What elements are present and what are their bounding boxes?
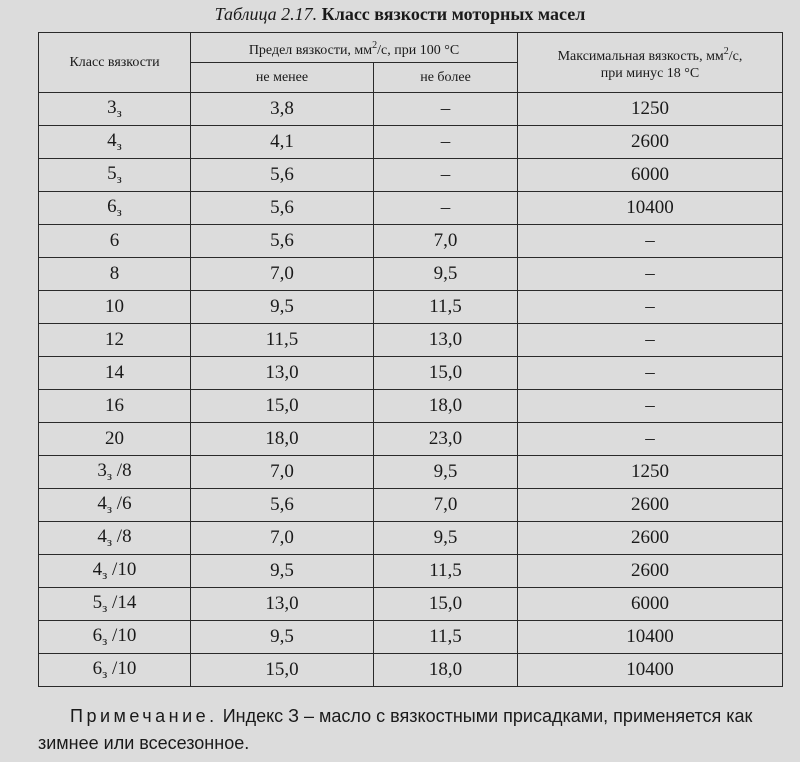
header-max-viscosity: Максимальная вязкость, $мм^2/с$, при минус 18 °С (518, 33, 783, 93)
table-row (39, 291, 783, 324)
cell-class: 14 (39, 357, 191, 390)
table-row (39, 654, 783, 687)
cell-min: 15,0 (191, 390, 374, 423)
table-row (39, 324, 783, 357)
table-row (39, 588, 783, 621)
cell-max-viscosity: 2600 (518, 489, 783, 522)
cell-class: $6_з$ (39, 192, 191, 225)
table-body (39, 93, 783, 687)
note-text: Индекс З – масло с вязкостными присадками, применяется как зимнее или всесезонное. (38, 706, 753, 753)
table-row (39, 390, 783, 423)
cell-max: 15,0 (374, 357, 518, 390)
cell-min: 9,5 (191, 621, 374, 654)
cell-class: $3_з$ /8 (39, 456, 191, 489)
cell-max-viscosity: – (518, 258, 783, 291)
cell-class: $5_з$ /14 (39, 588, 191, 621)
cell-max: 7,0 (374, 489, 518, 522)
cell-min: 3,8 (191, 93, 374, 126)
cell-min: 15,0 (191, 654, 374, 687)
cell-max-viscosity: 1250 (518, 456, 783, 489)
cell-max-viscosity: – (518, 390, 783, 423)
cell-class: $6_з$ /10 (39, 654, 191, 687)
cell-min: 9,5 (191, 555, 374, 588)
table-caption (0, 4, 800, 24)
cell-max: 18,0 (374, 654, 518, 687)
cell-class: $3_з$ (39, 93, 191, 126)
table-row (39, 456, 783, 489)
table-row (39, 489, 783, 522)
header-max: не более (374, 63, 518, 93)
table-row (39, 555, 783, 588)
table-note (38, 703, 780, 757)
cell-min: 7,0 (191, 258, 374, 291)
cell-max-viscosity: 10400 (518, 621, 783, 654)
cell-min: 13,0 (191, 588, 374, 621)
cell-max-viscosity: 2600 (518, 522, 783, 555)
cell-max-viscosity: – (518, 324, 783, 357)
cell-min: 5,6 (191, 192, 374, 225)
cell-min: 5,6 (191, 159, 374, 192)
cell-min: 13,0 (191, 357, 374, 390)
cell-min: 18,0 (191, 423, 374, 456)
cell-max-viscosity: – (518, 291, 783, 324)
cell-max-viscosity: 10400 (518, 654, 783, 687)
cell-max-viscosity: 2600 (518, 126, 783, 159)
cell-max: 7,0 (374, 225, 518, 258)
cell-min: 5,6 (191, 489, 374, 522)
cell-max-viscosity: 6000 (518, 159, 783, 192)
cell-min: 4,1 (191, 126, 374, 159)
cell-class: $4_з$ /6 (39, 489, 191, 522)
header-limit: Предел вязкости, $мм^2/с$, при 100 °С (191, 33, 518, 63)
caption-label: Таблица 2.17. (214, 4, 318, 24)
table-row (39, 126, 783, 159)
cell-max-viscosity: 10400 (518, 192, 783, 225)
table-row (39, 159, 783, 192)
cell-max: – (374, 192, 518, 225)
cell-max: 23,0 (374, 423, 518, 456)
cell-min: 11,5 (191, 324, 374, 357)
cell-max-viscosity: – (518, 423, 783, 456)
table-row (39, 423, 783, 456)
cell-class: $4_з$ /10 (39, 555, 191, 588)
cell-max: 11,5 (374, 555, 518, 588)
cell-class: 6 (39, 225, 191, 258)
cell-max: 9,5 (374, 522, 518, 555)
table-row (39, 225, 783, 258)
cell-class: 10 (39, 291, 191, 324)
cell-max: 11,5 (374, 621, 518, 654)
cell-max: 9,5 (374, 258, 518, 291)
table-row (39, 621, 783, 654)
cell-max-viscosity: 6000 (518, 588, 783, 621)
cell-max-viscosity: 1250 (518, 93, 783, 126)
cell-max: 11,5 (374, 291, 518, 324)
cell-class: 16 (39, 390, 191, 423)
cell-max: – (374, 126, 518, 159)
table-row (39, 357, 783, 390)
cell-min: 7,0 (191, 522, 374, 555)
cell-max: 9,5 (374, 456, 518, 489)
cell-min: 5,6 (191, 225, 374, 258)
cell-max-viscosity: – (518, 225, 783, 258)
cell-class: $5_з$ (39, 159, 191, 192)
cell-max-viscosity: – (518, 357, 783, 390)
table-row (39, 522, 783, 555)
cell-max: 18,0 (374, 390, 518, 423)
cell-class: $6_з$ /10 (39, 621, 191, 654)
header-class: Класс вязкости (39, 33, 191, 93)
note-label: Примечание. (70, 706, 218, 726)
cell-max-viscosity: 2600 (518, 555, 783, 588)
cell-max: – (374, 93, 518, 126)
viscosity-table (38, 32, 783, 687)
cell-max: 13,0 (374, 324, 518, 357)
cell-min: 9,5 (191, 291, 374, 324)
cell-class: 8 (39, 258, 191, 291)
cell-max: – (374, 159, 518, 192)
cell-class: $4_з$ /8 (39, 522, 191, 555)
table-row (39, 192, 783, 225)
cell-max: 15,0 (374, 588, 518, 621)
cell-class: $4_з$ (39, 126, 191, 159)
table-row (39, 258, 783, 291)
cell-class: 20 (39, 423, 191, 456)
header-min: не менее (191, 63, 374, 93)
cell-class: 12 (39, 324, 191, 357)
caption-title: Класс вязкости моторных масел (321, 4, 586, 24)
cell-min: 7,0 (191, 456, 374, 489)
table-row (39, 93, 783, 126)
